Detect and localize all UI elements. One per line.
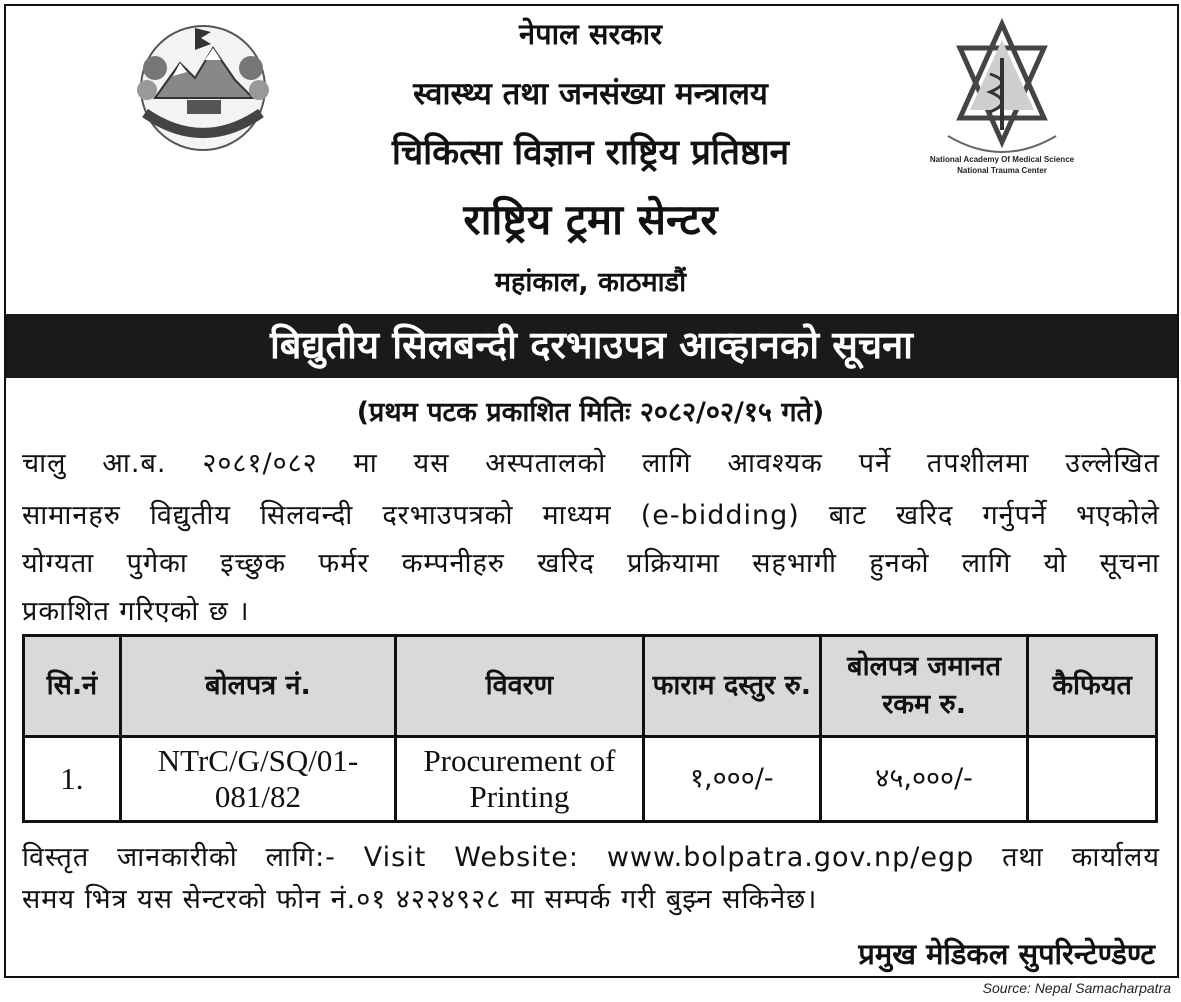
header-remarks: कैफियत	[1028, 636, 1157, 737]
notice-title-banner: बिद्युतीय सिलबन्दी दरभाउपत्र आव्हानको सूचना	[6, 314, 1177, 378]
cell-remarks	[1028, 737, 1157, 822]
source-credit: Source: Nepal Samacharpatra	[982, 980, 1171, 996]
cell-bid-number: NTrC/G/SQ/01-081/82	[120, 737, 396, 822]
logo-caption-1: National Academy Of Medical Science	[929, 155, 1075, 164]
header-serial: सि.नं	[24, 636, 121, 737]
body-line-3: योग्यता पुगेका इच्छुक फर्मर कम्पनीहरु खरिद प्रक्रियामा सहभागी हुनको लागि यो सूचना	[22, 548, 1160, 579]
body-line-1: चालु आ.ब. २०८१/०८२ मा यस अस्पतालको लागि आवश्यक पर्ने तपशीलमा उल्लेखित	[22, 448, 1160, 479]
footer-info-line-1: विस्तृत जानकारीको लागि:- Visit Website: www.bolpatra.gov.np/egp तथा कार्यालय	[22, 842, 1160, 873]
body-line-4: प्रकाशित गरिएको छ ।	[22, 596, 250, 627]
header-bid-number: बोलपत्र नं.	[120, 636, 396, 737]
body-line-2: सामानहरु विद्युतीय सिलवन्दी दरभाउपत्रको माध्यम (e-bidding) बाट खरिद गर्नुपर्ने भएकोले	[22, 500, 1160, 531]
header-bid-security: बोलपत्र जमानत रकम रु.	[820, 636, 1027, 737]
center-address: महांकाल, काठमाडौं	[494, 267, 687, 298]
bid-table	[22, 634, 1158, 823]
header-form-fee: फाराम दस्तुर रु.	[643, 636, 820, 737]
cell-bid-security: ४५,०००/-	[820, 737, 1027, 822]
cell-serial: 1.	[24, 737, 121, 822]
government-name: नेपाल सरकार	[519, 17, 662, 51]
cell-form-fee: १,०००/-	[643, 737, 820, 822]
center-name: राष्ट्रिय ट्रमा सेन्टर	[463, 195, 718, 244]
header-description: विवरण	[396, 636, 643, 737]
cell-description: Procurement of Printing	[396, 737, 643, 822]
publish-date: (प्रथम पटक प्रकाशित मितिः २०८२/०२/१५ गते)	[356, 397, 825, 428]
ministry-name: स्वास्थ्य तथा जनसंख्या मन्त्रालय	[413, 76, 768, 112]
signatory-title: प्रमुख मेडिकल सुपरिन्टेण्डेण्ट	[858, 937, 1155, 971]
academy-name: चिकित्सा विज्ञान राष्ट्रिय प्रतिष्ठान	[391, 133, 790, 173]
logo-caption-2: National Trauma Center	[957, 166, 1047, 175]
table-header-row	[24, 636, 1157, 737]
footer-info-line-2: समय भित्र यस सेन्टरको फोन नं.०१ ४२२४९२८ मा सम्पर्क गरी बुझ्न सकिनेछ।	[22, 884, 818, 915]
table-row	[24, 737, 1157, 822]
